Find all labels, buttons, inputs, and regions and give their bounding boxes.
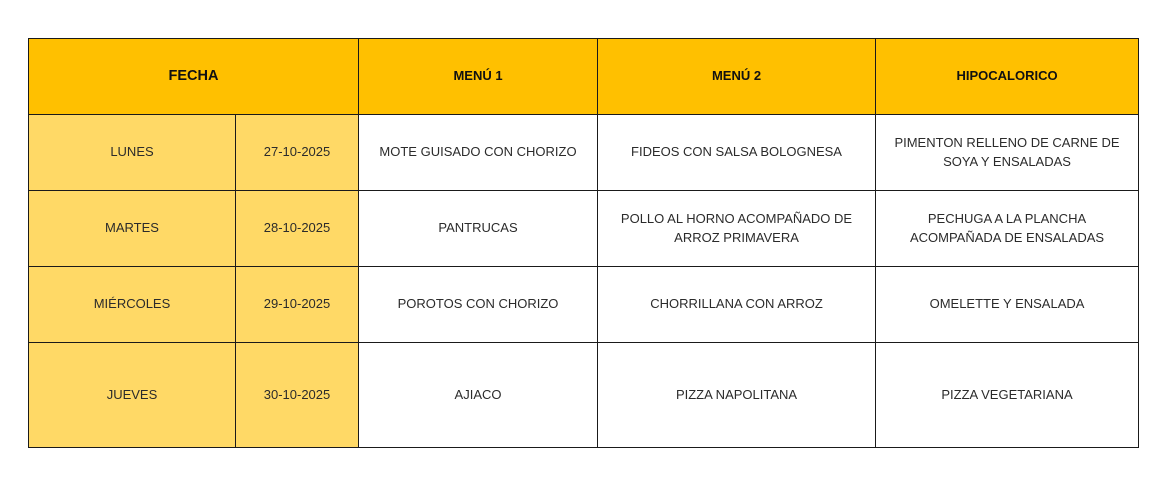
date-cell: 28-10-2025 (236, 191, 359, 267)
menu-1-cell: MOTE GUISADO CON CHORIZO (359, 115, 598, 191)
day-cell: JUEVES (29, 343, 236, 448)
menu-table (28, 38, 1139, 448)
header-hipocalorico: HIPOCALORICO (876, 39, 1139, 115)
table-row (29, 267, 1139, 343)
menu-1-cell: POROTOS CON CHORIZO (359, 267, 598, 343)
menu-2-cell: FIDEOS CON SALSA BOLOGNESA (598, 115, 876, 191)
table-row (29, 115, 1139, 191)
menu-2-cell: CHORRILLANA CON ARROZ (598, 267, 876, 343)
table-row (29, 191, 1139, 267)
header-fecha: FECHA (29, 39, 359, 115)
day-cell: LUNES (29, 115, 236, 191)
day-cell: MARTES (29, 191, 236, 267)
menu-2-cell: POLLO AL HORNO ACOMPAÑADO DE ARROZ PRIMAVERA (598, 191, 876, 267)
menu-2-cell: PIZZA NAPOLITANA (598, 343, 876, 448)
hipocalorico-cell: PIZZA VEGETARIANA (876, 343, 1139, 448)
day-cell: MIÉRCOLES (29, 267, 236, 343)
header-row (29, 39, 1139, 115)
menu-1-cell: AJIACO (359, 343, 598, 448)
header-menu-2: MENÚ 2 (598, 39, 876, 115)
date-cell: 29-10-2025 (236, 267, 359, 343)
hipocalorico-cell: PECHUGA A LA PLANCHA ACOMPAÑADA DE ENSALADAS (876, 191, 1139, 267)
date-cell: 30-10-2025 (236, 343, 359, 448)
hipocalorico-cell: OMELETTE Y ENSALADA (876, 267, 1139, 343)
menu-1-cell: PANTRUCAS (359, 191, 598, 267)
hipocalorico-cell: PIMENTON RELLENO DE CARNE DE SOYA Y ENSALADAS (876, 115, 1139, 191)
header-menu-1: MENÚ 1 (359, 39, 598, 115)
date-cell: 27-10-2025 (236, 115, 359, 191)
table-row (29, 343, 1139, 448)
